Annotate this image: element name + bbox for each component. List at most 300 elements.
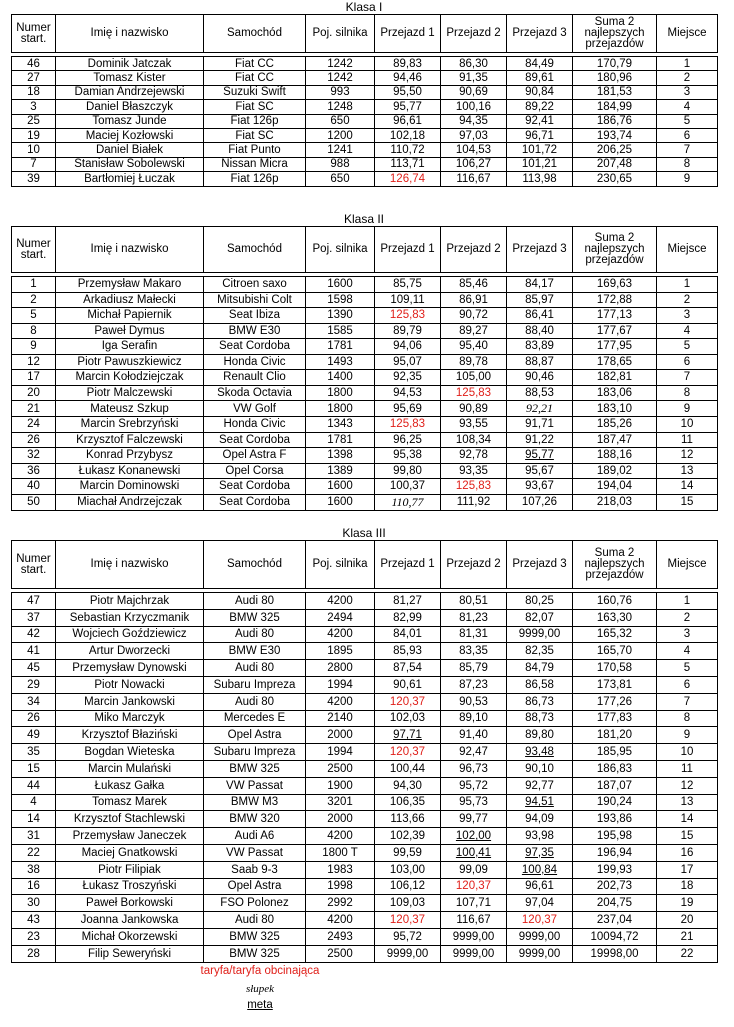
run-1-cell: 126,74 [375, 172, 441, 186]
place-cell: 10 [657, 417, 718, 433]
run-3-cell: 82,07 [507, 609, 573, 626]
sum-cell: 185,26 [573, 417, 657, 433]
place-cell: 10 [657, 744, 718, 761]
car-cell: Audi 80 [204, 912, 306, 929]
header-place: Miejsce [657, 227, 718, 273]
car-cell: Opel Astra F [204, 448, 306, 464]
run-1-cell: 94,06 [375, 339, 441, 355]
engine-cell: 1800 T [306, 844, 375, 861]
driver-name-cell: Maciej Gnatkowski [56, 844, 204, 861]
sum-cell: 163,30 [573, 609, 657, 626]
run-2-cell: 104,53 [441, 143, 507, 157]
run-2-cell: 106,27 [441, 157, 507, 171]
run-2-cell: 85,46 [441, 277, 507, 293]
sum-cell: 188,16 [573, 448, 657, 464]
engine-cell: 1800 [306, 385, 375, 401]
run-3-cell: 88,40 [507, 323, 573, 339]
driver-name-cell: Paweł Borkowski [56, 895, 204, 912]
place-cell: 9 [657, 727, 718, 744]
header-row [12, 541, 718, 589]
engine-cell: 993 [306, 85, 375, 99]
driver-name-cell: Miachał Andrzejczak [56, 494, 204, 510]
driver-name-cell: Artur Dworzecki [56, 643, 204, 660]
driver-name-cell: Daniel Białek [56, 143, 204, 157]
start-number-cell: 19 [12, 128, 56, 142]
engine-cell: 1781 [306, 432, 375, 448]
run-3-cell: 80,25 [507, 593, 573, 610]
engine-cell: 1994 [306, 744, 375, 761]
header-place: Miejsce [657, 15, 718, 53]
engine-cell: 650 [306, 114, 375, 128]
table-row [12, 385, 718, 401]
run-3-cell: 96,61 [507, 878, 573, 895]
car-cell: Mercedes E [204, 710, 306, 727]
run-3-cell: 9999,00 [507, 945, 573, 962]
engine-cell: 2000 [306, 811, 375, 828]
sum-cell: 181,53 [573, 85, 657, 99]
table-row [12, 693, 718, 710]
run-2-cell: 99,77 [441, 811, 507, 828]
start-number-cell: 29 [12, 676, 56, 693]
run-3-cell: 83,89 [507, 339, 573, 355]
place-cell: 20 [657, 912, 718, 929]
driver-name-cell: Iga Serafin [56, 339, 204, 355]
run-2-cell: 93,55 [441, 417, 507, 433]
table-row [12, 710, 718, 727]
run-3-cell: 101,72 [507, 143, 573, 157]
start-number-cell: 36 [12, 463, 56, 479]
header-engine: Poj. silnika [306, 227, 375, 273]
driver-name-cell: Konrad Przybysz [56, 448, 204, 464]
start-number-cell: 26 [12, 710, 56, 727]
table-row [12, 57, 718, 71]
sum-cell: 182,81 [573, 370, 657, 386]
driver-name-cell: Piotr Pawuszkiewicz [56, 354, 204, 370]
run-2-cell: 87,23 [441, 676, 507, 693]
car-cell: Skoda Octavia [204, 385, 306, 401]
run-1-cell: 90,61 [375, 676, 441, 693]
driver-name-cell: Łukasz Konanewski [56, 463, 204, 479]
place-cell: 11 [657, 760, 718, 777]
header-row [12, 227, 718, 273]
run-2-cell: 86,30 [441, 57, 507, 71]
run-1-cell: 94,53 [375, 385, 441, 401]
table-row [12, 609, 718, 626]
table-row [12, 945, 718, 962]
run-1-cell: 109,03 [375, 895, 441, 912]
start-number-cell: 5 [12, 308, 56, 324]
run-3-cell: 113,98 [507, 172, 573, 186]
sum-cell: 190,24 [573, 794, 657, 811]
driver-name-cell: Damian Andrzejewski [56, 85, 204, 99]
run-3-cell: 101,21 [507, 157, 573, 171]
driver-name-cell: Przemysław Dynowski [56, 660, 204, 677]
run-2-cell: 91,40 [441, 727, 507, 744]
class-2-table [11, 226, 718, 511]
run-3-cell: 95,77 [507, 448, 573, 464]
engine-cell: 1343 [306, 417, 375, 433]
table-row [12, 463, 718, 479]
car-cell: Nissan Micra [204, 157, 306, 171]
table-row [12, 277, 718, 293]
car-cell: Subaru Impreza [204, 676, 306, 693]
driver-name-cell: Joanna Jankowska [56, 912, 204, 929]
place-cell: 7 [657, 370, 718, 386]
place-cell: 12 [657, 777, 718, 794]
car-cell: Audi 80 [204, 693, 306, 710]
driver-name-cell: Piotr Nowacki [56, 676, 204, 693]
table-row [12, 912, 718, 929]
run-2-cell: 83,35 [441, 643, 507, 660]
driver-name-cell: Piotr Majchrzak [56, 593, 204, 610]
table-row [12, 114, 718, 128]
engine-cell: 1400 [306, 370, 375, 386]
table-row [12, 777, 718, 794]
run-2-cell: 95,40 [441, 339, 507, 355]
run-2-cell: 108,34 [441, 432, 507, 448]
driver-name-cell: Michał Okorzewski [56, 928, 204, 945]
run-2-cell: 97,03 [441, 128, 507, 142]
header-run3: Przejazd 3 [507, 227, 573, 273]
start-number-cell: 20 [12, 385, 56, 401]
place-cell: 5 [657, 114, 718, 128]
start-number-cell: 25 [12, 114, 56, 128]
table-row [12, 676, 718, 693]
run-3-cell: 82,35 [507, 643, 573, 660]
driver-name-cell: Filip Seweryński [56, 945, 204, 962]
place-cell: 3 [657, 626, 718, 643]
run-1-cell: 97,71 [375, 727, 441, 744]
place-cell: 1 [657, 593, 718, 610]
start-number-cell: 16 [12, 878, 56, 895]
engine-cell: 1241 [306, 143, 375, 157]
run-3-cell: 89,80 [507, 727, 573, 744]
table-row [12, 861, 718, 878]
place-cell: 4 [657, 323, 718, 339]
run-3-cell: 9999,00 [507, 626, 573, 643]
table-row [12, 354, 718, 370]
driver-name-cell: Wojciech Goździewicz [56, 626, 204, 643]
sum-cell: 202,73 [573, 878, 657, 895]
table-row [12, 727, 718, 744]
header-run3: Przejazd 3 [507, 15, 573, 53]
sum-cell: 181,20 [573, 727, 657, 744]
sum-cell: 169,63 [573, 277, 657, 293]
run-2-cell: 111,92 [441, 494, 507, 510]
start-number-cell: 37 [12, 609, 56, 626]
car-cell: BMW 325 [204, 945, 306, 962]
engine-cell: 1398 [306, 448, 375, 464]
table-row [12, 928, 718, 945]
start-number-cell: 41 [12, 643, 56, 660]
driver-name-cell: Bogdan Wieteska [56, 744, 204, 761]
table-row [12, 85, 718, 99]
run-2-cell: 95,72 [441, 777, 507, 794]
sum-cell: 180,96 [573, 71, 657, 85]
driver-name-cell: Bartłomiej Łuczak [56, 172, 204, 186]
engine-cell: 1493 [306, 354, 375, 370]
place-cell: 9 [657, 401, 718, 417]
driver-name-cell: Marcin Kołodziejczak [56, 370, 204, 386]
start-number-cell: 9 [12, 339, 56, 355]
run-1-cell: 92,35 [375, 370, 441, 386]
place-cell: 5 [657, 339, 718, 355]
run-2-cell: 93,35 [441, 463, 507, 479]
car-cell: Opel Astra [204, 727, 306, 744]
run-3-cell: 89,61 [507, 71, 573, 85]
driver-name-cell: Arkadiusz Małecki [56, 292, 204, 308]
sum-cell: 170,58 [573, 660, 657, 677]
driver-name-cell: Tomasz Marek [56, 794, 204, 811]
driver-name-cell: Daniel Błaszczyk [56, 100, 204, 114]
engine-cell: 1248 [306, 100, 375, 114]
run-2-cell: 89,10 [441, 710, 507, 727]
table-row [12, 128, 718, 142]
run-3-cell: 90,46 [507, 370, 573, 386]
run-3-cell: 90,84 [507, 85, 573, 99]
run-1-cell: 95,50 [375, 85, 441, 99]
sum-cell: 165,70 [573, 643, 657, 660]
run-2-cell: 90,53 [441, 693, 507, 710]
legend-tariff: taryfa/taryfa obcinająca [200, 965, 320, 977]
engine-cell: 1781 [306, 339, 375, 355]
place-cell: 11 [657, 432, 718, 448]
place-cell: 1 [657, 57, 718, 71]
run-2-cell: 120,37 [441, 878, 507, 895]
sum-cell: 172,88 [573, 292, 657, 308]
start-number-cell: 2 [12, 292, 56, 308]
header-run1: Przejazd 1 [375, 15, 441, 53]
engine-cell: 1800 [306, 401, 375, 417]
run-1-cell: 95,38 [375, 448, 441, 464]
run-2-cell: 99,09 [441, 861, 507, 878]
header-sum: Suma 2 najlepszych przejazdów [573, 227, 657, 273]
table-row [12, 660, 718, 677]
class-1-table [11, 14, 718, 187]
run-2-cell: 92,47 [441, 744, 507, 761]
table-row [12, 143, 718, 157]
legend-slupek: słupek [245, 983, 275, 995]
run-3-cell: 86,73 [507, 693, 573, 710]
car-cell: BMW E30 [204, 323, 306, 339]
run-1-cell: 95,07 [375, 354, 441, 370]
table-row [12, 878, 718, 895]
place-cell: 9 [657, 172, 718, 186]
run-2-cell: 125,83 [441, 479, 507, 495]
run-1-cell: 85,75 [375, 277, 441, 293]
run-1-cell: 103,00 [375, 861, 441, 878]
engine-cell: 650 [306, 172, 375, 186]
car-cell: BMW M3 [204, 794, 306, 811]
run-3-cell: 88,53 [507, 385, 573, 401]
run-3-cell: 86,41 [507, 308, 573, 324]
run-3-cell: 91,22 [507, 432, 573, 448]
sum-cell: 184,99 [573, 100, 657, 114]
driver-name-cell: Piotr Filipiak [56, 861, 204, 878]
car-cell: Fiat CC [204, 71, 306, 85]
start-number-cell: 8 [12, 323, 56, 339]
engine-cell: 1900 [306, 777, 375, 794]
car-cell: Fiat 126p [204, 172, 306, 186]
engine-cell: 1600 [306, 277, 375, 293]
run-2-cell: 95,73 [441, 794, 507, 811]
run-2-cell: 100,41 [441, 844, 507, 861]
class-1-title: Klasa I [345, 0, 383, 14]
legend-meta: meta [247, 999, 273, 1011]
table-row [12, 828, 718, 845]
class-2-title: Klasa II [343, 212, 385, 226]
engine-cell: 2500 [306, 760, 375, 777]
start-number-cell: 47 [12, 593, 56, 610]
car-cell: VW Golf [204, 401, 306, 417]
run-1-cell: 120,37 [375, 744, 441, 761]
header-numer: Numer start. [12, 541, 56, 589]
place-cell: 13 [657, 463, 718, 479]
run-3-cell: 97,35 [507, 844, 573, 861]
run-3-cell: 89,22 [507, 100, 573, 114]
place-cell: 18 [657, 878, 718, 895]
run-2-cell: 105,00 [441, 370, 507, 386]
table-row [12, 760, 718, 777]
driver-name-cell: Paweł Dymus [56, 323, 204, 339]
run-2-cell: 90,72 [441, 308, 507, 324]
run-2-cell: 9999,00 [441, 945, 507, 962]
car-cell: BMW 320 [204, 811, 306, 828]
table-row [12, 417, 718, 433]
header-run1: Przejazd 1 [375, 227, 441, 273]
car-cell: Seat Cordoba [204, 339, 306, 355]
sum-cell: 230,65 [573, 172, 657, 186]
car-cell: Honda Civic [204, 417, 306, 433]
engine-cell: 1200 [306, 128, 375, 142]
place-cell: 16 [657, 844, 718, 861]
header-name: Imię i nazwisko [56, 541, 204, 589]
sum-cell: 185,95 [573, 744, 657, 761]
place-cell: 3 [657, 308, 718, 324]
run-2-cell: 125,83 [441, 385, 507, 401]
driver-name-cell: Marcin Srebrzyński [56, 417, 204, 433]
car-cell: Audi A6 [204, 828, 306, 845]
car-cell: Audi 80 [204, 626, 306, 643]
run-2-cell: 96,73 [441, 760, 507, 777]
driver-name-cell: Przemysław Janeczek [56, 828, 204, 845]
run-1-cell: 100,37 [375, 479, 441, 495]
run-2-cell: 116,67 [441, 912, 507, 929]
place-cell: 19 [657, 895, 718, 912]
car-cell: Audi 80 [204, 593, 306, 610]
sum-cell: 177,13 [573, 308, 657, 324]
header-numer: Numer start. [12, 15, 56, 53]
run-3-cell: 92,21 [507, 401, 573, 417]
engine-cell: 2494 [306, 609, 375, 626]
engine-cell: 2140 [306, 710, 375, 727]
driver-name-cell: Stanisław Sobolewski [56, 157, 204, 171]
sum-cell: 199,93 [573, 861, 657, 878]
start-number-cell: 15 [12, 760, 56, 777]
table-row [12, 401, 718, 417]
car-cell: BMW E30 [204, 643, 306, 660]
run-1-cell: 87,54 [375, 660, 441, 677]
engine-cell: 1994 [306, 676, 375, 693]
driver-name-cell: Tomasz Junde [56, 114, 204, 128]
place-cell: 21 [657, 928, 718, 945]
car-cell: Suzuki Swift [204, 85, 306, 99]
run-1-cell: 94,30 [375, 777, 441, 794]
run-2-cell: 116,67 [441, 172, 507, 186]
driver-name-cell: Krzysztof Błaziński [56, 727, 204, 744]
sum-cell: 165,32 [573, 626, 657, 643]
header-sum: Suma 2 najlepszych przejazdów [573, 541, 657, 589]
engine-cell: 1895 [306, 643, 375, 660]
run-1-cell: 102,03 [375, 710, 441, 727]
place-cell: 6 [657, 354, 718, 370]
place-cell: 2 [657, 609, 718, 626]
run-3-cell: 9999,00 [507, 928, 573, 945]
run-2-cell: 92,78 [441, 448, 507, 464]
table-row [12, 744, 718, 761]
run-3-cell: 92,77 [507, 777, 573, 794]
sum-cell: 183,06 [573, 385, 657, 401]
table-row [12, 593, 718, 610]
run-2-cell: 107,71 [441, 895, 507, 912]
place-cell: 8 [657, 385, 718, 401]
car-cell: Citroen saxo [204, 277, 306, 293]
sum-cell: 207,48 [573, 157, 657, 171]
place-cell: 14 [657, 479, 718, 495]
sum-cell: 177,26 [573, 693, 657, 710]
run-2-cell: 91,35 [441, 71, 507, 85]
start-number-cell: 35 [12, 744, 56, 761]
car-cell: Subaru Impreza [204, 744, 306, 761]
run-1-cell: 113,66 [375, 811, 441, 828]
run-1-cell: 89,83 [375, 57, 441, 71]
run-2-cell: 90,69 [441, 85, 507, 99]
sum-cell: 160,76 [573, 593, 657, 610]
header-row [12, 15, 718, 53]
run-1-cell: 102,39 [375, 828, 441, 845]
car-cell: Opel Astra [204, 878, 306, 895]
sum-cell: 187,07 [573, 777, 657, 794]
car-cell: Fiat CC [204, 57, 306, 71]
driver-name-cell: Łukasz Troszyński [56, 878, 204, 895]
start-number-cell: 12 [12, 354, 56, 370]
car-cell: Honda Civic [204, 354, 306, 370]
start-number-cell: 27 [12, 71, 56, 85]
car-cell: Seat Ibiza [204, 308, 306, 324]
start-number-cell: 49 [12, 727, 56, 744]
engine-cell: 1600 [306, 479, 375, 495]
start-number-cell: 32 [12, 448, 56, 464]
run-3-cell: 91,71 [507, 417, 573, 433]
start-number-cell: 24 [12, 417, 56, 433]
place-cell: 5 [657, 660, 718, 677]
run-2-cell: 100,16 [441, 100, 507, 114]
run-3-cell: 93,48 [507, 744, 573, 761]
car-cell: Fiat Punto [204, 143, 306, 157]
run-1-cell: 125,83 [375, 308, 441, 324]
place-cell: 8 [657, 157, 718, 171]
driver-name-cell: Piotr Malczewski [56, 385, 204, 401]
header-sum: Suma 2 najlepszych przejazdów [573, 15, 657, 53]
run-3-cell: 93,67 [507, 479, 573, 495]
sum-cell: 194,04 [573, 479, 657, 495]
run-2-cell: 89,78 [441, 354, 507, 370]
start-number-cell: 39 [12, 172, 56, 186]
driver-name-cell: Dominik Jatczak [56, 57, 204, 71]
table-row [12, 895, 718, 912]
run-3-cell: 94,51 [507, 794, 573, 811]
place-cell: 15 [657, 494, 718, 510]
